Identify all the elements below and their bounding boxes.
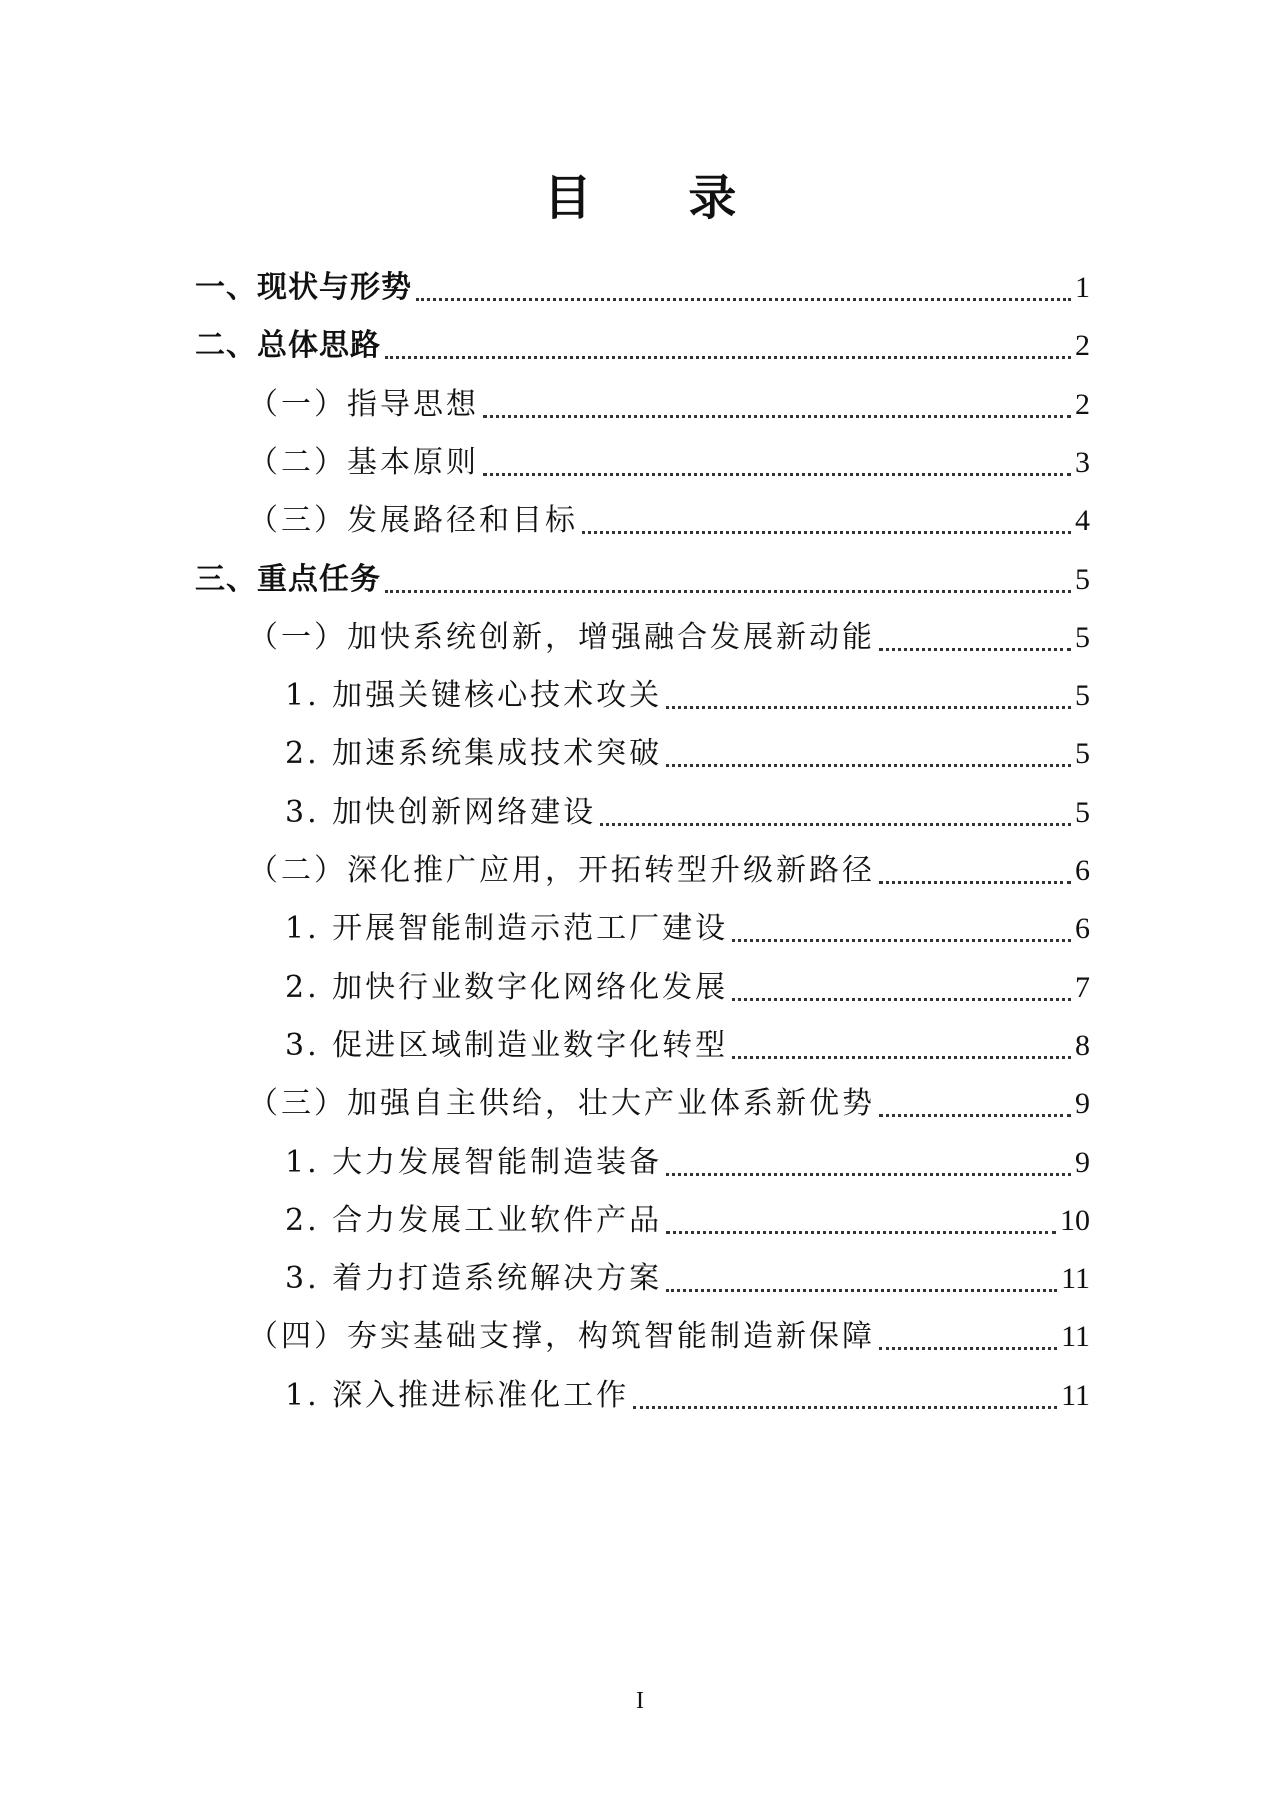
toc-entry[interactable] [248,1082,1090,1126]
toc-entry-page-number: 7 [1075,970,1090,1004]
toc-entry-page-number: 5 [1075,620,1090,654]
toc-entry-page-number: 5 [1075,562,1090,596]
toc-entry[interactable] [285,966,1090,1010]
toc-entry[interactable] [248,441,1090,485]
dot-leader [416,298,1071,301]
dot-leader [600,823,1071,826]
toc-title: 目 录 [543,170,777,226]
dot-leader [385,590,1071,593]
dot-leader [483,415,1071,418]
toc-entry-page-number: 5 [1075,795,1090,829]
dot-leader [879,881,1071,884]
toc-entry[interactable] [285,1199,1090,1243]
toc-entry-page-number: 11 [1061,1378,1090,1412]
toc-entry-label: 1. 加强关键核心技术攻关 [285,678,663,714]
toc-entry[interactable] [248,499,1090,543]
toc-entry-label: 二、总体思路 [195,328,381,364]
toc-entry[interactable] [285,1024,1090,1068]
toc-entry-page-number: 4 [1075,504,1090,538]
dot-leader [582,531,1071,534]
toc-entry[interactable] [248,1315,1090,1359]
dot-leader [732,998,1071,1001]
toc-entry-label: （四）夯实基础支撑，构筑智能制造新保障 [248,1319,875,1355]
toc-entry-page-number: 11 [1061,1262,1090,1296]
toc-entry[interactable] [285,1374,1090,1418]
toc-entry[interactable] [285,907,1090,951]
dot-leader [385,356,1071,359]
toc-entry-label: 3. 加快创新网络建设 [285,794,597,830]
dot-leader [879,1114,1071,1117]
toc-entry-page-number: 5 [1075,737,1090,771]
toc-entry-page-number: 9 [1075,1087,1090,1121]
toc-entry[interactable] [285,791,1090,835]
toc-entry-page-number: 2 [1075,387,1090,421]
dot-leader [666,1231,1056,1234]
toc-entry-label: 1. 大力发展智能制造装备 [285,1144,663,1180]
toc-entry-label: 2. 合力发展工业软件产品 [285,1202,663,1238]
toc-entry[interactable] [285,674,1090,718]
toc-entry-page-number: 9 [1075,1145,1090,1179]
toc-entry-page-number: 11 [1061,1320,1090,1354]
dot-leader [666,1289,1057,1292]
toc-entry-page-number: 3 [1075,445,1090,479]
toc-entry-label: 1. 深入推进标准化工作 [285,1377,630,1413]
toc-entry-page-number: 6 [1075,854,1090,887]
toc-entry-page-number: 5 [1075,679,1090,713]
toc-entry-label: 2. 加快行业数字化网络化发展 [285,969,729,1005]
dot-leader [633,1406,1057,1409]
toc-entry-label: 3. 促进区域制造业数字化转型 [285,1027,729,1063]
toc-entry-page-number: 1 [1075,271,1090,304]
toc-entry[interactable] [195,324,1090,368]
dot-leader [666,1173,1071,1176]
toc-entry-page-number: 10 [1060,1203,1090,1237]
toc-entry[interactable] [195,558,1090,602]
toc-entry-label: 3. 着力打造系统解决方案 [285,1261,663,1297]
toc-entry-label: 2. 加速系统集成技术突破 [285,736,663,772]
toc-entry[interactable] [195,266,1090,310]
toc-entry[interactable] [285,1141,1090,1185]
dot-leader [666,706,1071,709]
toc-entry-label: （一）指导思想 [248,386,479,422]
toc-entry-label: （三）发展路径和目标 [248,503,578,539]
toc-entry-page-number: 8 [1075,1028,1090,1062]
dot-leader [732,939,1071,942]
dot-leader [732,1056,1071,1059]
dot-leader [879,1347,1057,1350]
toc-entry-label: （三）加强自主供给，壮大产业体系新优势 [248,1086,875,1122]
toc-entry[interactable] [285,1257,1090,1301]
page-number-footer: I [636,1688,644,1714]
toc-entry[interactable] [285,732,1090,776]
toc-entry-page-number: 6 [1075,912,1090,946]
toc-entry[interactable] [248,383,1090,427]
toc-entry-label: （二）基本原则 [248,444,479,480]
toc-entry-label: 一、现状与形势 [195,270,412,305]
dot-leader [666,764,1071,767]
dot-leader [879,648,1071,651]
toc-entry-label: 三、重点任务 [195,561,381,597]
toc-entry[interactable] [248,849,1090,893]
toc-entry-page-number: 2 [1075,329,1090,363]
toc-entry[interactable] [248,616,1090,660]
toc-entry-label: 1. 开展智能制造示范工厂建设 [285,911,729,947]
toc-entry-label: （一）加快系统创新，增强融合发展新动能 [248,619,875,655]
toc-entry-label: （二）深化推广应用，开拓转型升级新路径 [248,853,875,888]
dot-leader [483,473,1071,476]
